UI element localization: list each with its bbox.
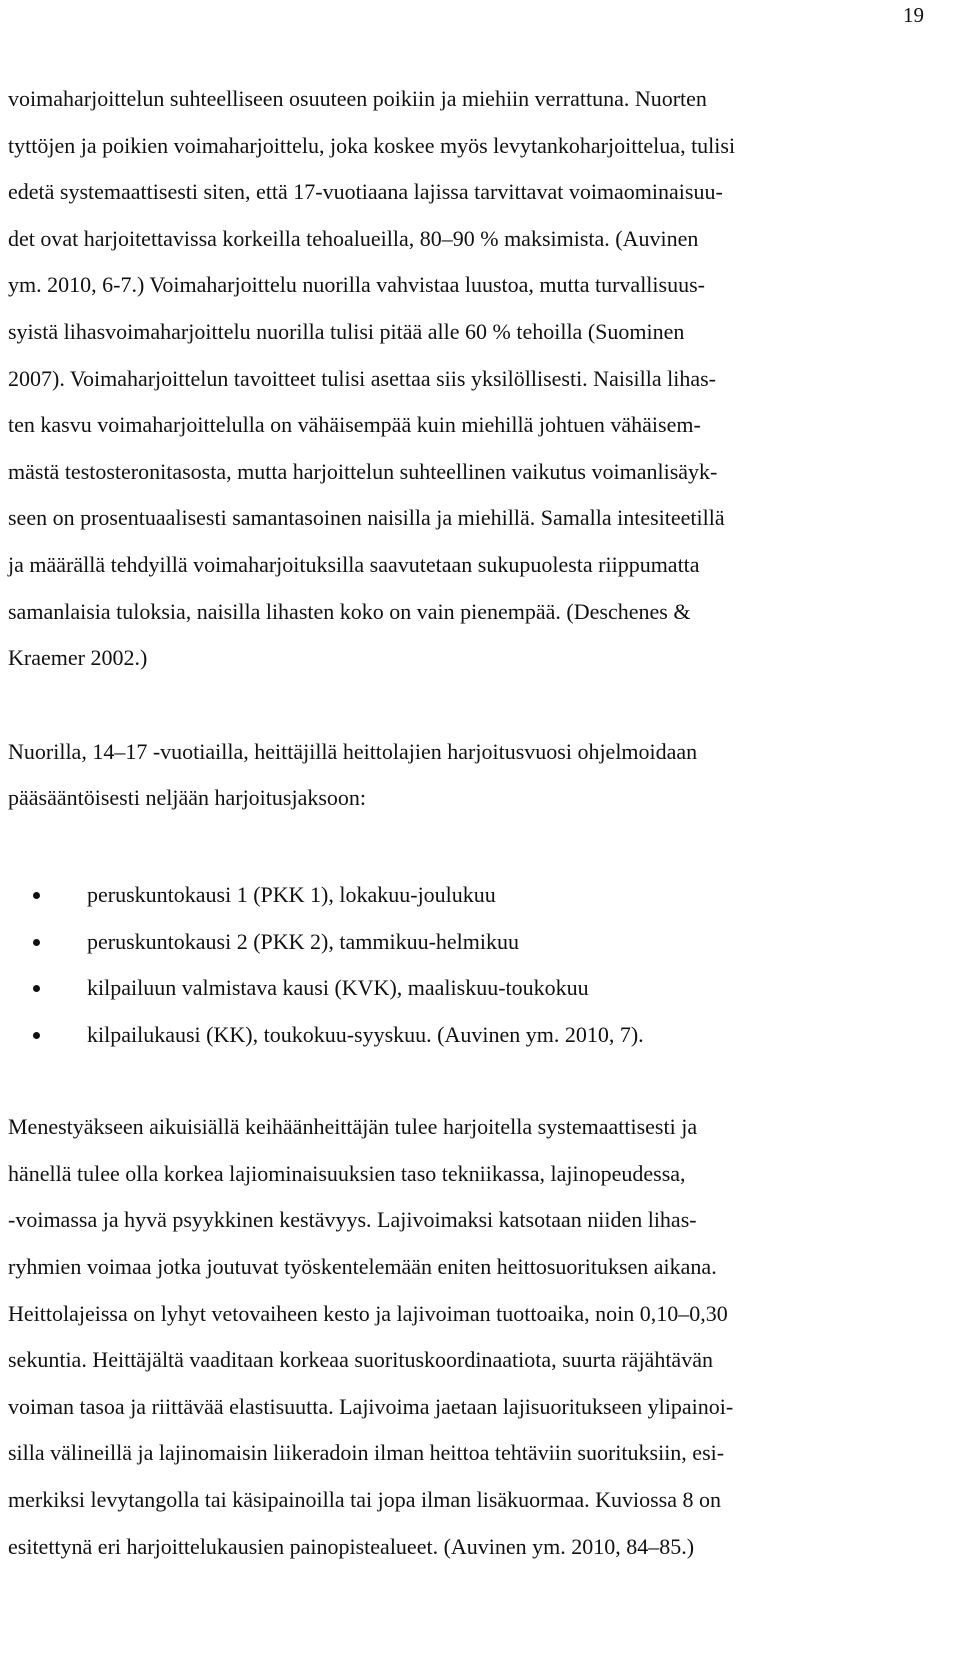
text-line: pääsääntöisesti neljään harjoitusjaksoon:	[8, 785, 367, 811]
text-line: mästä testosteronitasosta, mutta harjoittelun suhteellinen vaikutus voimanlisäyk-	[8, 458, 718, 484]
training-periods-list	[8, 872, 908, 1058]
text-line: -voimassa ja hyvä psyykkinen kestävyys. Lajivoimaksi katsotaan niiden lihas-	[8, 1207, 697, 1233]
list-item-text: peruskuntokausi 1 (PKK 1), lokakuu-joulukuu	[87, 881, 496, 907]
text-line: esitettynä eri harjoittelukausien painopistealueet. (Auvinen ym. 2010, 84–85.)	[8, 1533, 695, 1559]
text-line: edetä systemaattisesti siten, että 17-vuotiaana lajissa tarvittavat voimaominaisuu-	[8, 179, 723, 205]
paragraph-training-year	[8, 729, 908, 822]
list-item	[8, 919, 908, 966]
text-line: tyttöjen ja poikien voimaharjoittelu, joka koskee myös levytankoharjoittelua, tulisi	[8, 132, 736, 158]
text-line: voimaharjoittelun suhteelliseen osuuteen poikiin ja miehiin verrattuna. Nuorten	[8, 86, 707, 111]
text-line: seen on prosentuaalisesti samantasoinen naisilla ja miehillä. Samalla intesiteetillä	[8, 505, 725, 531]
bullet-icon	[33, 892, 40, 899]
text-line: 2007). Voimaharjoittelun tavoitteet tulisi asettaa siis yksilöllisesti. Naisilla lihas-	[8, 365, 716, 391]
text-line: voiman tasoa ja riittävää elastisuutta. Lajivoima jaetaan lajisuoritukseen ylipainoi-	[8, 1393, 734, 1419]
bullet-icon	[33, 1032, 40, 1039]
paragraph-javelin	[8, 1104, 908, 1570]
text-line: sekuntia. Heittäjältä vaaditaan korkeaa suorituskoordinaatiota, suurta räjähtävän	[8, 1347, 713, 1373]
text-line: samanlaisia tuloksia, naisilla lihasten koko on vain pienempää. (Deschenes &	[8, 598, 691, 624]
bullet-icon	[33, 985, 40, 992]
text-line: Heittolajeissa on lyhyt vetovaiheen kesto ja lajivoiman tuottoaika, noin 0,10–0,30	[8, 1300, 728, 1326]
text-line: silla välineillä ja lajinomaisin liikeradoin ilman heittoa tehtäviin suorituksiin, esi-	[8, 1440, 725, 1466]
text-line: Kraemer 2002.)	[8, 645, 148, 671]
text-line: syistä lihasvoimaharjoittelu nuorilla tulisi pitää alle 60 % tehoilla (Suominen	[8, 318, 685, 344]
text-line: hänellä tulee olla korkea lajiominaisuuksien taso tekniikassa, lajinopeudessa,	[8, 1160, 686, 1186]
text-line: merkiksi levytangolla tai käsipainoilla tai jopa ilman lisäkuormaa. Kuviossa 8 on	[8, 1487, 722, 1513]
text-line: ja määrällä tehdyillä voimaharjoituksilla saavutetaan sukupuolesta riippumatta	[8, 551, 700, 577]
text-line: Nuorilla, 14–17 -vuotiailla, heittäjillä heittolajien harjoitusvuosi ohjelmoidaan	[8, 738, 698, 764]
text-line: ten kasvu voimaharjoittelulla on vähäisempää kuin miehillä johtuen vähäisem-	[8, 412, 701, 438]
list-item-text: peruskuntokausi 2 (PKK 2), tammikuu-helmikuu	[87, 928, 520, 954]
text-line: det ovat harjoitettavissa korkeilla tehoalueilla, 80–90 % maksimista. (Auvinen	[8, 225, 699, 251]
list-item	[8, 1012, 908, 1059]
text-line: Menestyäkseen aikuisiällä keihäänheittäjän tulee harjoitella systemaattisesti ja	[8, 1114, 698, 1140]
list-item-text: kilpailuun valmistava kausi (KVK), maaliskuu-toukokuu	[87, 975, 589, 1001]
text-line: ym. 2010, 6-7.) Voimaharjoittelu nuorilla vahvistaa luustoa, mutta turvallisuus-	[8, 272, 705, 298]
bullet-icon	[33, 939, 40, 946]
text-line: ryhmien voimaa jotka joutuvat työskentelemään eniten heittosuorituksen aikana.	[8, 1254, 717, 1280]
page-body	[8, 76, 908, 1570]
list-item-text: kilpailukausi (KK), toukokuu-syyskuu. (Auvinen ym. 2010, 7).	[87, 1021, 644, 1047]
paragraph-strength-training	[8, 76, 908, 682]
page-number: 19	[903, 3, 924, 27]
list-item	[8, 872, 908, 919]
list-item	[8, 965, 908, 1012]
